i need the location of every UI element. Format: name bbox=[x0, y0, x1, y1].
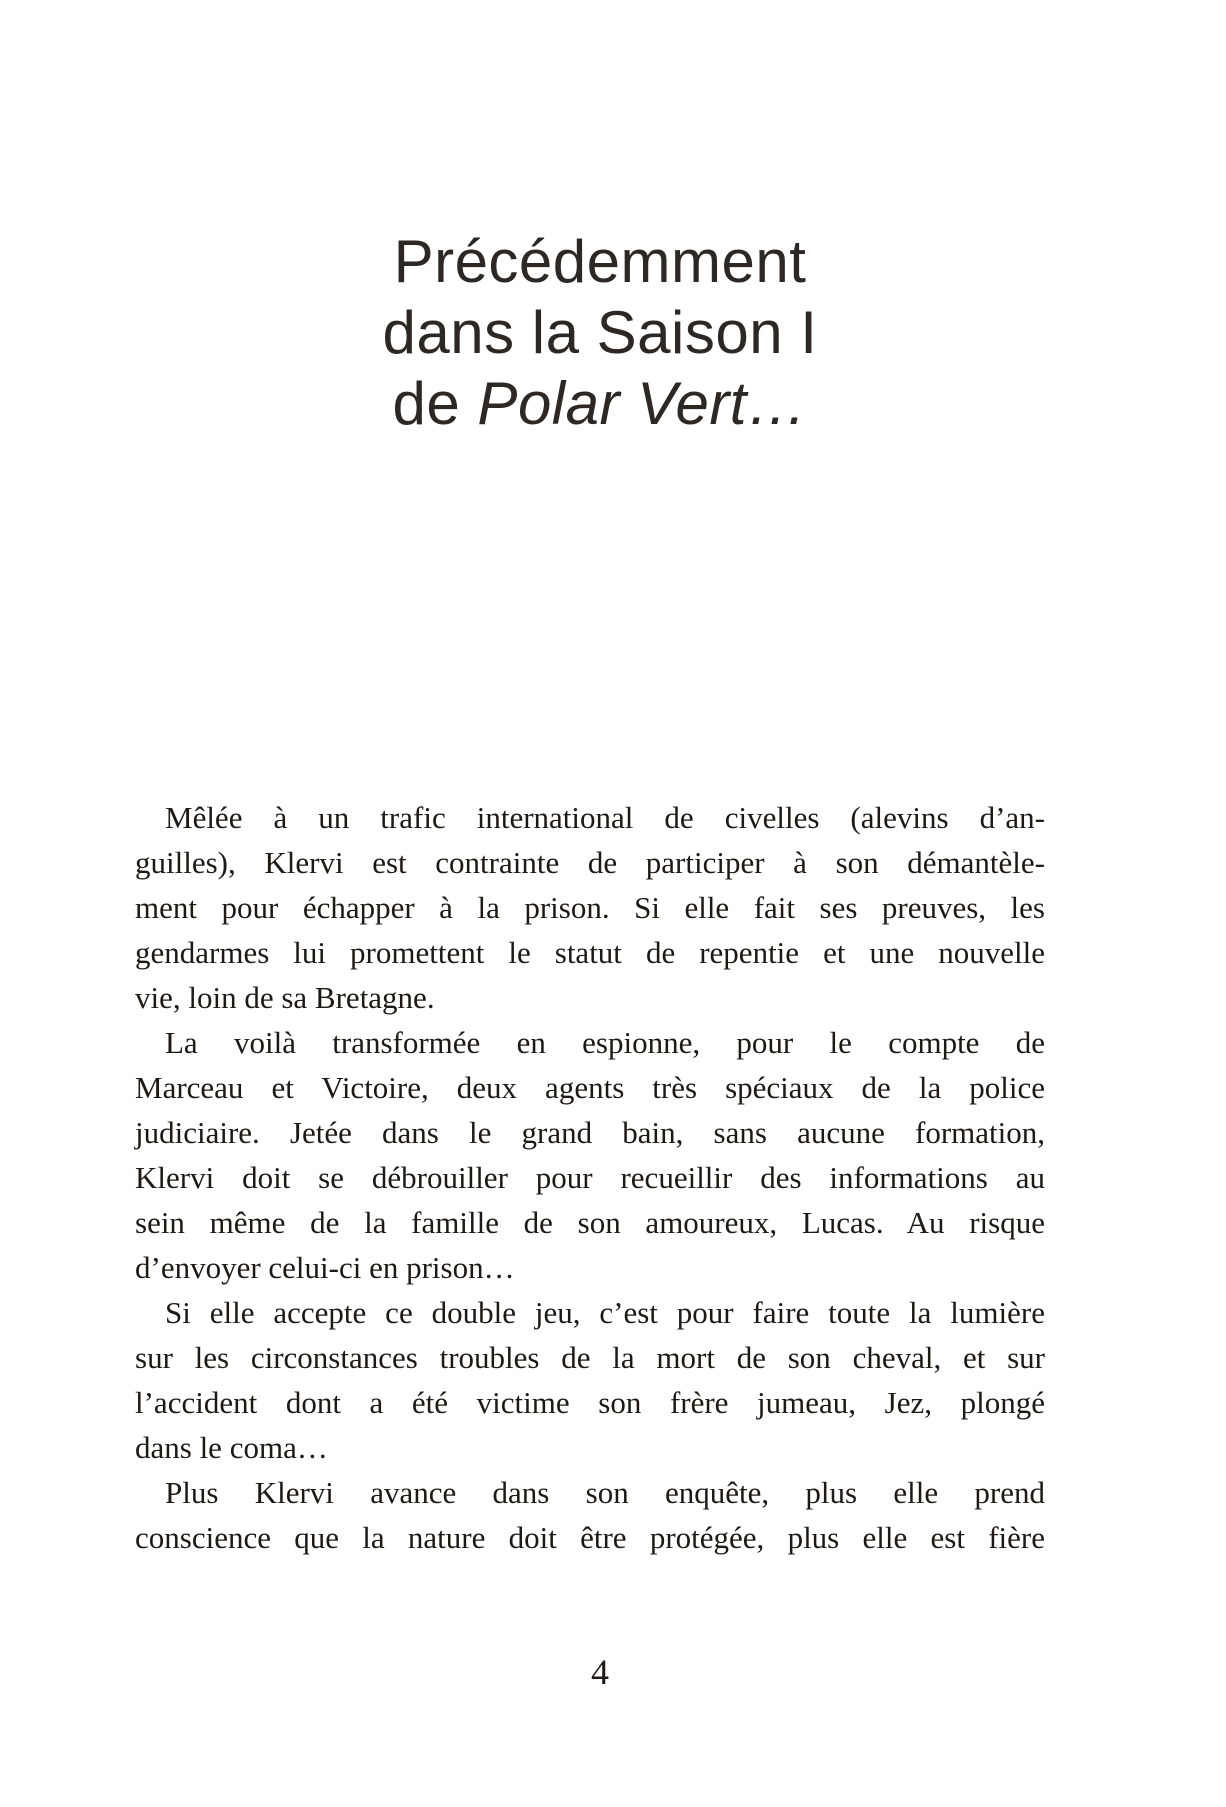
body-line: l’accident dont a été victime son frère jumeau, Jez, plongé bbox=[135, 1385, 1045, 1420]
chapter-title-line-1: Précédemment bbox=[393, 228, 807, 295]
body-line: ment pour échapper à la prison. Si elle fait ses preuves, les bbox=[135, 890, 1045, 925]
paragraph bbox=[135, 1020, 1045, 1290]
body-line: Marceau et Victoire, deux agents très spéciaux de la police bbox=[135, 1070, 1045, 1105]
body-line: dans le coma… bbox=[135, 1430, 328, 1465]
page-number: 4 bbox=[591, 1652, 609, 1692]
chapter-title-line-3-prefix: de bbox=[392, 370, 478, 437]
body-line: conscience que la nature doit être protégée, plus elle est fière bbox=[135, 1520, 1045, 1555]
body-line: guilles), Klervi est contrainte de participer à son démantèle- bbox=[135, 845, 1045, 880]
body-line: sein même de la famille de son amoureux, Lucas. Au risque bbox=[135, 1205, 1045, 1240]
body-line: Si elle accepte ce double jeu, c’est pour faire toute la lumière bbox=[165, 1295, 1045, 1330]
body-line: gendarmes lui promettent le statut de repentie et une nouvelle bbox=[135, 935, 1045, 970]
chapter-title-line-2: dans la Saison I bbox=[382, 299, 818, 366]
paragraph bbox=[135, 1290, 1045, 1470]
body-line: La voilà transformée en espionne, pour le compte de bbox=[165, 1025, 1045, 1060]
body-line: judiciaire. Jetée dans le grand bain, sans aucune formation, bbox=[135, 1115, 1045, 1150]
body-line: sur les circonstances troubles de la mort de son cheval, et sur bbox=[135, 1340, 1045, 1375]
body-line: Plus Klervi avance dans son enquête, plus elle prend bbox=[165, 1475, 1045, 1510]
chapter-title bbox=[145, 226, 1055, 439]
body-line: d’envoyer celui-ci en prison… bbox=[135, 1250, 515, 1285]
chapter-title-series-name: Polar Vert… bbox=[477, 370, 808, 437]
body-line: vie, loin de sa Bretagne. bbox=[135, 980, 435, 1015]
body-line: Mêlée à un trafic international de civelles (alevins d’an- bbox=[165, 800, 1045, 835]
chapter-title-line-3 bbox=[145, 368, 1055, 439]
body-line: Klervi doit se débrouiller pour recueillir des informations au bbox=[135, 1160, 1045, 1195]
paragraph bbox=[135, 795, 1045, 1020]
synopsis-text bbox=[135, 795, 1045, 1560]
paragraph bbox=[135, 1470, 1045, 1560]
